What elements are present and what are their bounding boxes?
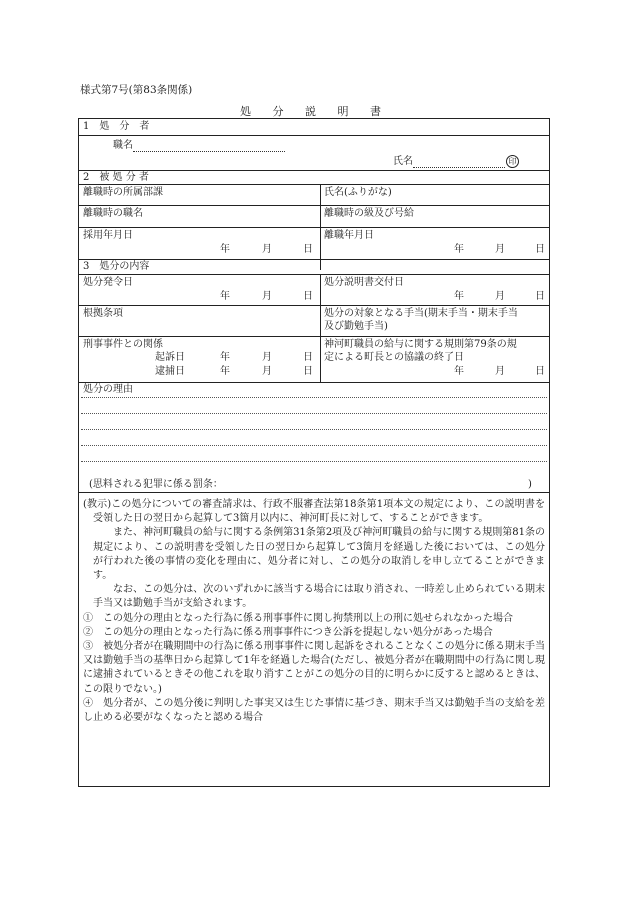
divider xyxy=(79,382,549,383)
notice-item: ① この処分の理由となった行為に係る刑事事件に関し拘禁刑以上の刑に処せられなかった場合 xyxy=(83,612,513,624)
notice-item: ③ 被処分者が在職期間中の行為に係る刑事事件に関し起訴をされることなくこの処分に係る期末手当又は勤勉手当の基準日から起算して1年を経過した場合(ただし、被処分者が在職期間中の行為に関し現に逮捕されているときその他これを取り消すことがこの処分の目的に明らかに反すると認めるときは、この限りでない。) xyxy=(83,641,545,695)
basis-label: 根拠条項 xyxy=(83,308,123,319)
divider xyxy=(79,227,549,228)
month-unit: 月 xyxy=(495,291,505,302)
day-unit: 日 xyxy=(535,244,545,255)
year-unit: 年 xyxy=(454,366,464,377)
section1-heading: 1 処 分 者 xyxy=(83,121,150,132)
divider xyxy=(79,184,549,185)
day-unit: 日 xyxy=(303,291,313,302)
month-unit: 月 xyxy=(262,352,272,363)
name-blank[interactable] xyxy=(413,167,505,168)
divider xyxy=(79,305,549,306)
reason-line[interactable] xyxy=(81,413,547,414)
reason-line[interactable] xyxy=(81,397,547,398)
divider xyxy=(79,492,549,493)
reason-line[interactable] xyxy=(81,445,547,446)
leave-date-label: 離職年月日 xyxy=(324,230,374,241)
notice-block xyxy=(83,498,545,725)
arrest-date-label: 逮捕日 xyxy=(155,366,185,377)
criminal-case-label: 刑事事件との関係 xyxy=(83,339,163,350)
furigana-label: 氏名(ふりがな) xyxy=(324,187,392,198)
month-unit: 月 xyxy=(262,366,272,377)
year-unit: 年 xyxy=(220,244,230,255)
divider xyxy=(79,170,549,171)
form-number-label: 様式第7号(第83条関係) xyxy=(80,84,193,96)
year-unit: 年 xyxy=(220,366,230,377)
day-unit: 日 xyxy=(303,352,313,363)
year-unit: 年 xyxy=(220,352,230,363)
year-unit: 年 xyxy=(220,291,230,302)
name-label: 氏名 xyxy=(393,156,413,167)
form-frame xyxy=(78,118,550,787)
section2-heading: 2 被 処 分 者 xyxy=(83,172,149,183)
reason-line[interactable] xyxy=(81,461,547,462)
divider xyxy=(79,135,549,136)
issue-date-label: 処分発令日 xyxy=(83,277,133,288)
dept-label: 離職時の所属部課 xyxy=(83,187,163,198)
divider xyxy=(79,336,549,337)
hire-date-label: 採用年月日 xyxy=(83,230,133,241)
divider xyxy=(79,205,549,206)
column-divider xyxy=(320,274,321,382)
notice-paragraph: (教示)この処分についての審査請求は、行政不服審査法第18条第1項本文の規定により、この説明書を受領した日の翌日から起算して3箇月以内に、神河町長に対して、することができます。 xyxy=(83,499,545,525)
month-unit: 月 xyxy=(495,244,505,255)
day-unit: 日 xyxy=(535,291,545,302)
document-title: 処 分 説 明 書 xyxy=(240,105,390,118)
post-label: 離職時の職名 xyxy=(83,208,143,219)
month-unit: 月 xyxy=(262,244,272,255)
divider xyxy=(79,274,549,275)
position-label: 職名 xyxy=(113,140,133,151)
grade-label: 離職時の級及び号給 xyxy=(324,208,414,219)
reason-line[interactable] xyxy=(81,429,547,430)
allowance-label-line2: 及び勤勉手当) xyxy=(324,321,388,332)
year-unit: 年 xyxy=(454,244,464,255)
day-unit: 日 xyxy=(303,244,313,255)
indictment-date-label: 起訴日 xyxy=(155,352,185,363)
month-unit: 月 xyxy=(262,291,272,302)
consultation-label-line2: 定による町長との協議の終了日 xyxy=(324,352,464,363)
day-unit: 日 xyxy=(535,366,545,377)
day-unit: 日 xyxy=(303,366,313,377)
suspected-crime-label: (思料される犯罪に係る罰条： xyxy=(89,479,223,490)
notice-item: ④ 処分者が、この処分後に判明した事実又は生じた事情に基づき、期末手当又は勤勉手当の支給を差し止める必要がなくなったと認める場合 xyxy=(83,697,545,724)
notice-paragraph: なお、この処分は、次のいずれかに該当する場合には取り消され、一時差し止められている期末手当又は勤勉手当が支給されます。 xyxy=(93,584,545,610)
position-blank[interactable] xyxy=(133,151,285,152)
seal-mark: 印 xyxy=(506,155,519,168)
position-field xyxy=(113,140,285,152)
year-unit: 年 xyxy=(454,291,464,302)
month-unit: 月 xyxy=(495,366,505,377)
notice-paragraph: また、神河町職員の給与に関する条例第31条第2項及び神河町職員の給与に関する規則第81条の規定により、この説明書を受領した日の翌日から起算して3箇月を経過した後においては、この処分が行われた後の事情の変化を理由に、処分者に対し、この処分の取消しを申し立てることができます。 xyxy=(93,527,545,582)
divider xyxy=(79,259,549,260)
name-field xyxy=(393,155,519,168)
reason-label: 処分の理由 xyxy=(83,384,133,395)
notice-item: ② この処分の理由となった行為に係る刑事事件につき公訴を提起しない処分があった場合 xyxy=(83,626,493,638)
allowance-label-line1: 処分の対象となる手当(期末手当・期末手当 xyxy=(324,308,518,319)
suspected-crime-close: ) xyxy=(528,479,532,490)
section3-heading: 3 処分の内容 xyxy=(83,261,150,272)
consultation-label-line1: 神河町職員の給与に関する規則第79条の規 xyxy=(324,339,517,350)
delivery-date-label: 処分説明書交付日 xyxy=(324,277,404,288)
